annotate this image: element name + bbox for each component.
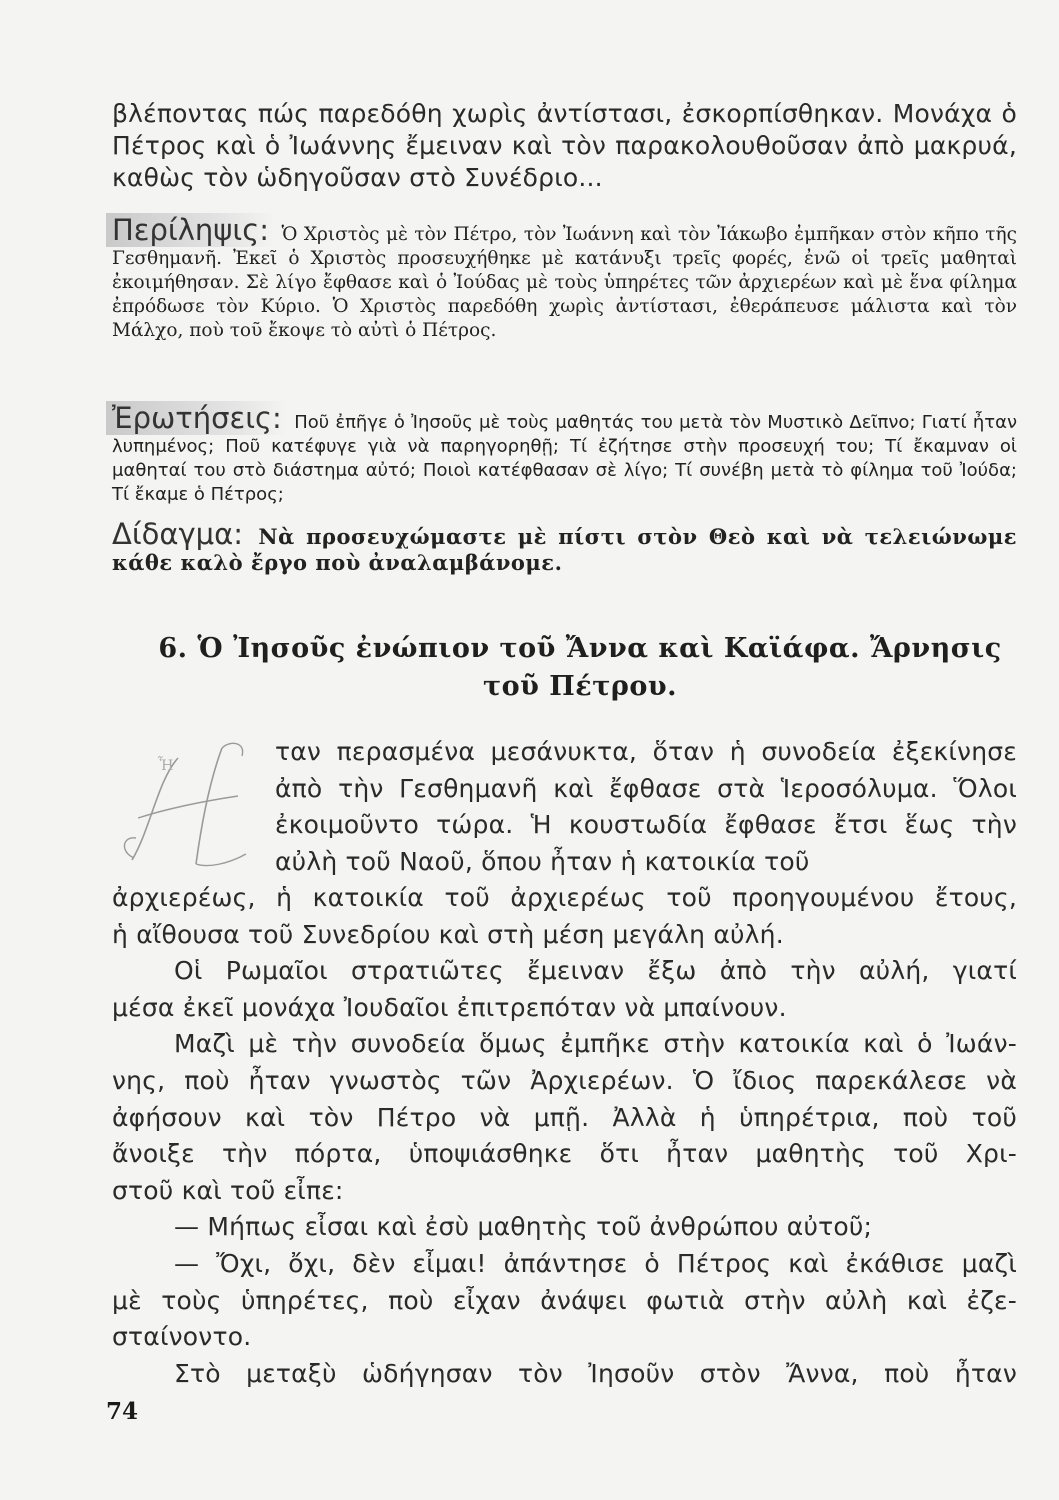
summary-section [112,213,1017,343]
questions-text: Ποῦ ἐπῆγε ὁ Ἰησοῦς μὲ τοὺς μαθητάς του μετὰ τὸν Μυστικὸ Δεῖπνο; Γιατί ἦταν λυπημένος; Ποῦ κατέφυγε γιὰ νὰ παρηγορηθῇ; Τί ἐζήτησε στὴν προσευχή του; Τί ἔκαμναν οἱ μαθηταί του στὸ διάστημα αὐτό; Ποιοὶ κατέφθασαν σὲ λίγο; Τί συνέβη μετὰ τὸ φίλημα τοῦ Ἰούδα; Τί ἔκαμε ὁ Πέτρος; [112,412,1017,505]
body-line: Οἱ Ρωμαῖοι στρατιῶτες ἔμειναν ἔξω ἀπὸ τὴν αὐλή, γιατί [174,956,1017,986]
page-number: 74 [106,1398,139,1425]
body-line: Μαζὶ μὲ τὴν συνοδεία ὅμως ἐμπῆκε στὴν κατοικία καὶ ὁ Ἰωάν- [174,1029,1017,1059]
summary-label: Περίληψις: [106,213,275,247]
body-line: σταίνοντο. [112,1322,252,1352]
body-line: — Μήπως εἶσαι καὶ ἐσὺ μαθητὴς τοῦ ἀνθρώπου αὐτοῦ; [174,1212,873,1242]
body-line: Στὸ μεταξὺ ὡδήγησαν τὸν Ἰησοῦν στὸν Ἄννα, ποὺ ἦταν [174,1358,1017,1388]
body-line: ἀφήσουν καὶ τὸν Πέτρο νὰ μπῇ. Ἀλλὰ ἡ ὑπηρέτρια, ποὺ τοῦ [112,1102,1017,1132]
questions-section [112,401,1017,507]
dropcap-letter: Ἦ [158,758,174,774]
intro-paragraph: βλέποντας πώς παρεδόθη χωρὶς ἀντίστασι, ἐσκορπίσθηκαν. Μονάχα ὁ Πέτρος καὶ ὁ Ἰωάννης ἔμειναν καὶ τὸν παρακολουθοῦσαν ἀπὸ μακρυά, καθὼς τὸν ὡδηγοῦσαν στὸ Συνέδριο... [112,99,1017,192]
questions-label: Ἐρωτήσεις: [106,401,288,435]
summary-text: Ὁ Χριστὸς μὲ τὸν Πέτρο, τὸν Ἰωάννη καὶ τὸν Ἰάκωβο ἐμπῆκαν στὸν κῆπο τῆς Γεσθημανῆ. Ἐκεῖ ὁ Χριστὸς προσευχήθηκε μὲ κατάνυξι τρεῖς φορές, ἐνῶ οἱ τρεῖς μαθηταὶ ἐκοιμήθησαν. Σὲ λίγο ἔφθασε καὶ ὁ Ἰούδας μὲ τοὺς ὑπηρέτες τῶν ἀρχιερέων καὶ μὲ ἕνα φίλημα ἐπρόδωσε τὸν Κύριο. Ὁ Χριστὸς παρεδόθη χωρὶς ἀντίστασι, ἐθεράπευσε μάλιστα καὶ τὸν Μάλχο, ποὺ τοῦ ἔκοψε τὸ αὐτὶ ὁ Πέτρος. [112,224,1017,341]
lesson-section [112,517,1017,577]
chapter-body [112,880,1017,1392]
body-line: — Ὄχι, ὄχι, δὲν εἶμαι! ἀπάντησε ὁ Πέτρος καὶ ἐκάθισε μαζὶ [174,1248,1017,1278]
body-line: στοῦ καὶ τοῦ εἶπε: [112,1175,344,1205]
lesson-text: Νὰ προσευχώμαστε μὲ πίστι στὸν Θεὸ καὶ νὰ τελειώνωμε κάθε καλὸ ἔργο ποὺ ἀναλαμβάνομε. [112,524,1017,575]
body-line: ἡ αἴθουσα τοῦ Συνεδρίου καὶ στὴ μέση μεγάλη αὐλή. [112,919,784,949]
body-line: μέσα ἐκεῖ μονάχα Ἰουδαῖοι ἐπιτρεπόταν νὰ μπαίνουν. [112,992,787,1022]
lesson-label: Δίδαγμα: [112,517,244,551]
chapter-opening-text: ταν περασμένα μεσάνυκτα, ὅταν ἡ συνοδεία ἐξεκίνησε ἀπὸ τὴν Γεσθημανῆ καὶ ἔφθασε στὰ Ἱεροσόλυμα. Ὅλοι ἐκοιμοῦντο τώρα. Ἡ κουστωδία ἔφθασε ἔτσι ἕως τὴν αὐλὴ τοῦ Ναοῦ, ὅπου ἦταν ἡ κατοικία τοῦ [275,737,1017,876]
body-line: ἀρχιερέως, ἡ κατοικία τοῦ ἀρχιερέως τοῦ προηγουμένου ἔτους, [112,883,1017,912]
dropcap-ornament [118,740,268,870]
chapter-heading: 6. Ὁ Ἰησοῦς ἐνώπιον τοῦ Ἄννα καὶ Καϊάφα. Ἄρνησις τοῦ Πέτρου. [158,633,1002,702]
body-line: ἄνοιξε τὴν πόρτα, ὑποψιάσθηκε ὅτι ἦταν μαθητὴς τοῦ Χρι- [112,1139,1017,1169]
body-line: μὲ τοὺς ὑπηρέτες, ποὺ εἶχαν ἀνάψει φωτιὰ στὴν αὐλὴ καὶ ἐζε- [112,1285,1017,1315]
body-line: νης, ποὺ ἦταν γνωστὸς τῶν Ἀρχιερέων. Ὁ ἴδιος παρεκάλεσε νὰ [112,1065,1017,1095]
